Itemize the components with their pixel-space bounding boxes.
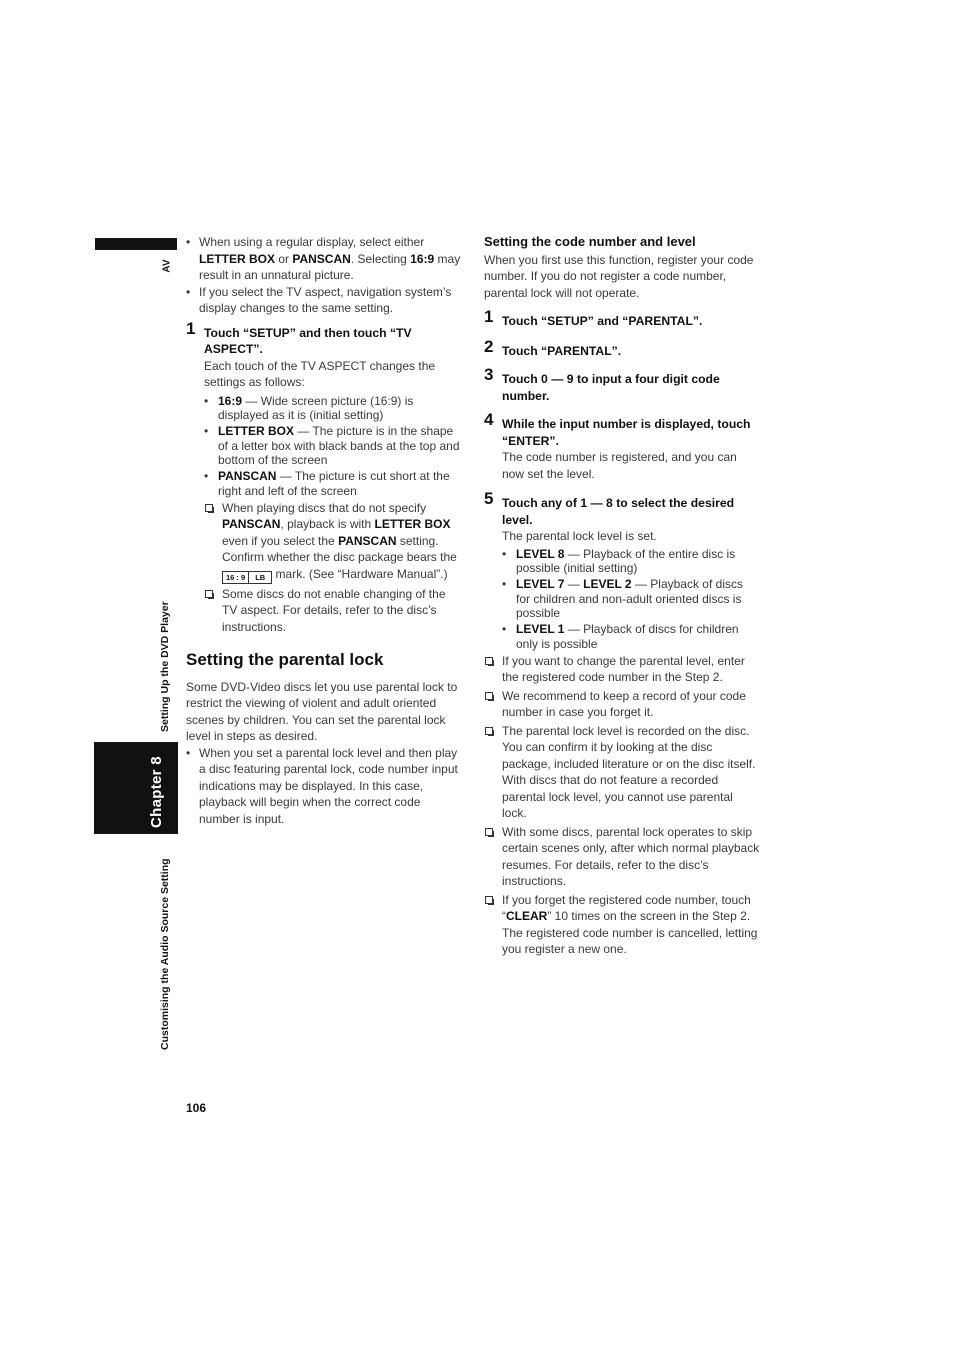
- note-item: When playing discs that do not specify PANSCAN, playback is with LETTER BOX even if you select the PANSCAN setting. Confirm whether the disc package bears the 16 : 9 LB mark. (See “Hardware Manual”.): [204, 500, 462, 584]
- step-5: 5 Touch any of 1 — 8 to select the desired level. The parental lock level is set. • LEVEL 8 — Playback of the entire disc is possible (initial setting) • LEVEL 7 — LEVEL 2 — Playback of discs for children and non-adult oriented discs is possible • LEVEL 1 — Playback of discs for children only is possible: [484, 495, 760, 651]
- chapter-tab: [94, 742, 178, 834]
- section-intro: Some DVD-Video discs let you use parental lock to restrict the viewing of violent and adult oriented scenes by children. You can set the parental lock level in steps as desired.: [186, 679, 458, 743]
- page-number: 106: [186, 1101, 207, 1115]
- step-title: While the input number is displayed, touch “ENTER”.: [502, 417, 751, 448]
- step-description: The code number is registered, and you can now set the level.: [502, 450, 737, 481]
- step-4: 4 While the input number is displayed, touch “ENTER”. The code number is registered, and you can now set the level.: [484, 416, 760, 482]
- list-item: • LEVEL 1 — Playback of discs for children only is possible: [502, 622, 760, 651]
- step-title: Touch any of 1 — 8 to select the desired level.: [502, 496, 735, 527]
- note-item: We recommend to keep a record of your code number in case you forget it.: [484, 688, 760, 721]
- aspect-mark-icon: 16 : 9 LB: [222, 571, 272, 584]
- note-item: With some discs, parental lock operates to skip certain scenes only, after which normal playback resumes. For details, refer to the disc’s instructions.: [484, 824, 760, 890]
- subsection-heading: Setting the code number and level: [484, 234, 696, 249]
- note-item: Some discs do not enable changing of the TV aspect. For details, refer to the disc’s instructions.: [204, 586, 462, 636]
- subsection-intro: When you first use this function, register your code number. If you do not register a code number, parental lock will not operate.: [484, 252, 754, 300]
- notes-list: [484, 653, 760, 958]
- list-item: • LEVEL 7 — LEVEL 2 — Playback of discs for children and non-adult oriented discs is possible: [502, 577, 760, 621]
- step-title: Touch “SETUP” and “PARENTAL”.: [502, 314, 703, 328]
- step-2: 2 Touch “PARENTAL”.: [484, 343, 760, 360]
- step-1: [186, 318, 462, 636]
- option-list: [204, 394, 462, 636]
- step-number: 1: [186, 318, 196, 338]
- step-title: Touch 0 — 9 to input a four digit code number.: [502, 372, 720, 403]
- step-1: 1 Touch “SETUP” and “PARENTAL”.: [484, 313, 760, 330]
- list-item: • When using a regular display, select either LETTER BOX or PANSCAN. Selecting 16:9 may result in an unnatural picture.: [186, 234, 462, 284]
- sidebar-section-top: Setting Up the DVD Player: [159, 601, 171, 732]
- list-item: • 16:9 — Wide screen picture (16:9) is displayed as it is (initial setting): [204, 394, 462, 423]
- sidebar-section-bottom: Customising the Audio Source Setting: [159, 858, 171, 1050]
- note-item: If you want to change the parental level, enter the registered code number in the Step 2.: [484, 653, 760, 686]
- list-item: • PANSCAN — The picture is cut short at the right and left of the screen: [204, 469, 462, 498]
- step-title: Touch “SETUP” and then touch “TV ASPECT”.: [204, 325, 412, 356]
- chapter-label: Chapter 8: [148, 756, 165, 828]
- list-item: • If you select the TV aspect, navigation system’s display changes to the same setting.: [186, 284, 462, 317]
- list-item: • LETTER BOX — The picture is in the shape of a letter box with black bands at the top and bottom of the screen: [204, 424, 462, 468]
- section-heading: Setting the parental lock: [186, 650, 384, 669]
- level-list: [502, 547, 760, 652]
- step-title: Touch “PARENTAL”.: [502, 343, 622, 358]
- sidebar-top-bar: [95, 238, 177, 250]
- note-item: The parental lock level is recorded on the disc. You can confirm it by looking at the disc package, included literature or on the disc itself. With discs that do not feature a recorded parental lock level, you cannot use parental lock.: [484, 723, 760, 822]
- step-3: 3 Touch 0 — 9 to input a four digit code number.: [484, 371, 760, 404]
- list-item: • LEVEL 8 — Playback of the entire disc is possible (initial setting): [502, 547, 760, 576]
- list-item: • When you set a parental lock level and then play a disc featuring parental lock, code number input indications may be displayed. In this case, playback will begin when the correct code number is input.: [186, 745, 462, 828]
- left-column: [186, 234, 462, 827]
- sidebar-av-label: AV: [161, 259, 173, 273]
- step-description: The parental lock level is set.: [502, 529, 657, 543]
- step-description: Each touch of the TV ASPECT changes the settings as follows:: [204, 358, 436, 389]
- note-item: If you forget the registered code number, touch “CLEAR” 10 times on the screen in the Step 2. The registered code number is cancelled, letting you register a new one.: [484, 892, 760, 958]
- right-column: [484, 234, 760, 958]
